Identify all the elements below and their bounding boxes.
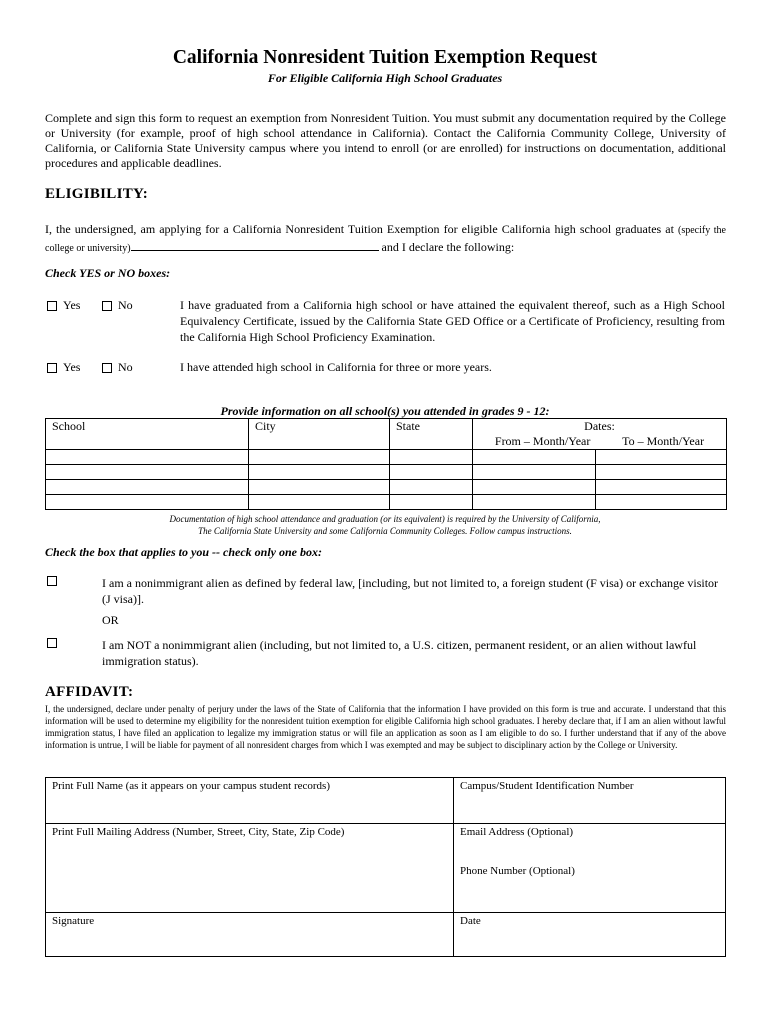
from-cell[interactable]	[473, 465, 596, 480]
q1-yes-checkbox[interactable]	[47, 301, 57, 311]
not-nonimmigrant-checkbox[interactable]	[47, 638, 57, 648]
nonimmigrant-checkbox[interactable]	[47, 576, 57, 586]
q1-no-option[interactable]	[102, 298, 133, 313]
schools-header-row	[46, 419, 727, 450]
q2-yes-label: Yes	[63, 360, 81, 374]
school-cell[interactable]	[46, 480, 249, 495]
from-cell[interactable]	[473, 450, 596, 465]
city-cell[interactable]	[249, 450, 390, 465]
q1-no-checkbox[interactable]	[102, 301, 112, 311]
affidavit-heading: AFFIDAVIT:	[45, 684, 134, 700]
from-cell[interactable]	[473, 480, 596, 495]
college-name-field[interactable]	[131, 240, 379, 251]
table-row	[46, 450, 727, 465]
q2-no-checkbox[interactable]	[102, 363, 112, 373]
student-id-label: Campus/Student Identification Number	[460, 780, 634, 792]
eligibility-statement	[45, 221, 726, 257]
date-label: Date	[460, 915, 481, 927]
city-cell[interactable]	[249, 495, 390, 510]
to-cell[interactable]	[596, 495, 727, 510]
not-nonimmigrant-option-text: I am NOT a nonimmigrant alien (including, but not limited to, a U.S. citizen, permanent resident, or an alien without lawful immigration status).	[102, 638, 697, 668]
page-title: California Nonresident Tuition Exemption Request	[172, 47, 598, 68]
q2-no-option[interactable]	[102, 360, 133, 375]
table-row	[46, 824, 726, 913]
table-row	[46, 913, 726, 957]
to-cell[interactable]	[596, 480, 727, 495]
q1-yes-option[interactable]	[47, 298, 80, 313]
dates-label: Dates:	[584, 419, 615, 433]
documentation-note-line2: The California State University and some California Community Colleges. Follow campus instructions.	[198, 526, 572, 536]
table-row	[46, 778, 726, 824]
eligibility-statement-part1: I, the undersigned, am applying for a California Nonresident Tuition Exemption for eligible California high school graduates at	[45, 222, 674, 236]
col-to-header: To – Month/Year	[622, 434, 705, 448]
school-cell[interactable]	[46, 465, 249, 480]
full-name-field[interactable]	[46, 778, 454, 824]
from-cell[interactable]	[473, 495, 596, 510]
documentation-note-line1: Documentation of high school attendance and graduation (or its equivalent) is required by the University of California,	[169, 514, 601, 524]
phone-label: Phone Number (Optional)	[460, 865, 575, 877]
nonimmigrant-option-text: I am a nonimmigrant alien as defined by federal law, [including, but not limited to, a foreign student (F visa) or exchange visitor (J visa)].	[102, 576, 719, 606]
signature-field[interactable]	[46, 913, 454, 957]
to-cell[interactable]	[596, 465, 727, 480]
or-label: OR	[102, 613, 119, 627]
state-cell[interactable]	[390, 450, 473, 465]
eligibility-statement-part2: and I declare the following:	[381, 240, 515, 254]
check-yes-no-heading: Check YES or NO boxes:	[45, 266, 171, 280]
col-dates-header	[473, 419, 727, 450]
q2-yes-checkbox[interactable]	[47, 363, 57, 373]
full-name-label: Print Full Name (as it appears on your campus student records)	[52, 780, 330, 792]
city-cell[interactable]	[249, 480, 390, 495]
mailing-address-label: Print Full Mailing Address (Number, Street, City, State, Zip Code)	[52, 826, 345, 838]
signature-label: Signature	[52, 915, 95, 927]
specify-college-label: (specify the college or university)	[45, 225, 726, 254]
mailing-address-field[interactable]	[46, 824, 454, 913]
table-row	[46, 465, 727, 480]
col-state-header: State	[390, 419, 473, 450]
state-cell[interactable]	[390, 495, 473, 510]
col-from-header: From – Month/Year	[494, 434, 591, 448]
city-cell[interactable]	[249, 465, 390, 480]
q1-yes-label: Yes	[63, 298, 81, 312]
q1-no-label: No	[118, 298, 133, 312]
eligibility-heading: ELIGIBILITY:	[45, 186, 149, 202]
to-cell[interactable]	[596, 450, 727, 465]
question-2-text: I have attended high school in California for three or more years.	[180, 360, 492, 374]
email-phone-field[interactable]	[454, 824, 726, 913]
student-id-field[interactable]	[454, 778, 726, 824]
status-heading: Check the box that applies to you -- check only one box:	[45, 545, 322, 559]
schools-table	[45, 418, 727, 510]
school-cell[interactable]	[46, 450, 249, 465]
col-school-header: School	[46, 419, 249, 450]
intro-paragraph: Complete and sign this form to request an exemption from Nonresident Tuition. You must submit any documentation required by the College or University (for example, proof of high school attendance in California). Contact the California Community College, University of California, or California State University campus where you intend to enroll (or are enrolled) for instructions on documentation, additional procedures and applicable deadlines.	[45, 111, 726, 170]
table-row	[46, 495, 727, 510]
question-1-text: I have graduated from a California high school or have attained the equivalent thereof, such as a High School Equivalency Certificate, issued by the California State GED Office or a Certificate of Proficiency, resulting from the California High School Proficiency Examination.	[180, 298, 725, 344]
state-cell[interactable]	[390, 480, 473, 495]
schools-caption: Provide information on all school(s) you attended in grades 9 - 12:	[220, 404, 550, 418]
q2-yes-option[interactable]	[47, 360, 80, 375]
student-info-table	[45, 777, 726, 957]
q2-no-label: No	[118, 360, 133, 374]
table-row	[46, 480, 727, 495]
state-cell[interactable]	[390, 465, 473, 480]
affidavit-text: I, the undersigned, declare under penalty of perjury under the laws of the State of California that the information I have provided on this form is true and accurate. I understand that this information will be used to determine my eligibility for the nonresident tuition exemption for eligible California high school graduates. I hereby declare that, if I am an alien without lawful immigration status, I have filed an application to legalize my immigration status or will file an application as soon as I am eligible to do so. I further understand that if any of the above information is untrue, I will be liable for payment of all nonresident charges from which I was exempted and may be subject to disciplinary action by the College or University.	[45, 704, 726, 750]
documentation-note	[0, 513, 770, 537]
page-subtitle: For Eligible California High School Graduates	[267, 71, 503, 85]
col-city-header: City	[249, 419, 390, 450]
school-cell[interactable]	[46, 495, 249, 510]
date-field[interactable]	[454, 913, 726, 957]
email-label: Email Address (Optional)	[460, 826, 574, 838]
